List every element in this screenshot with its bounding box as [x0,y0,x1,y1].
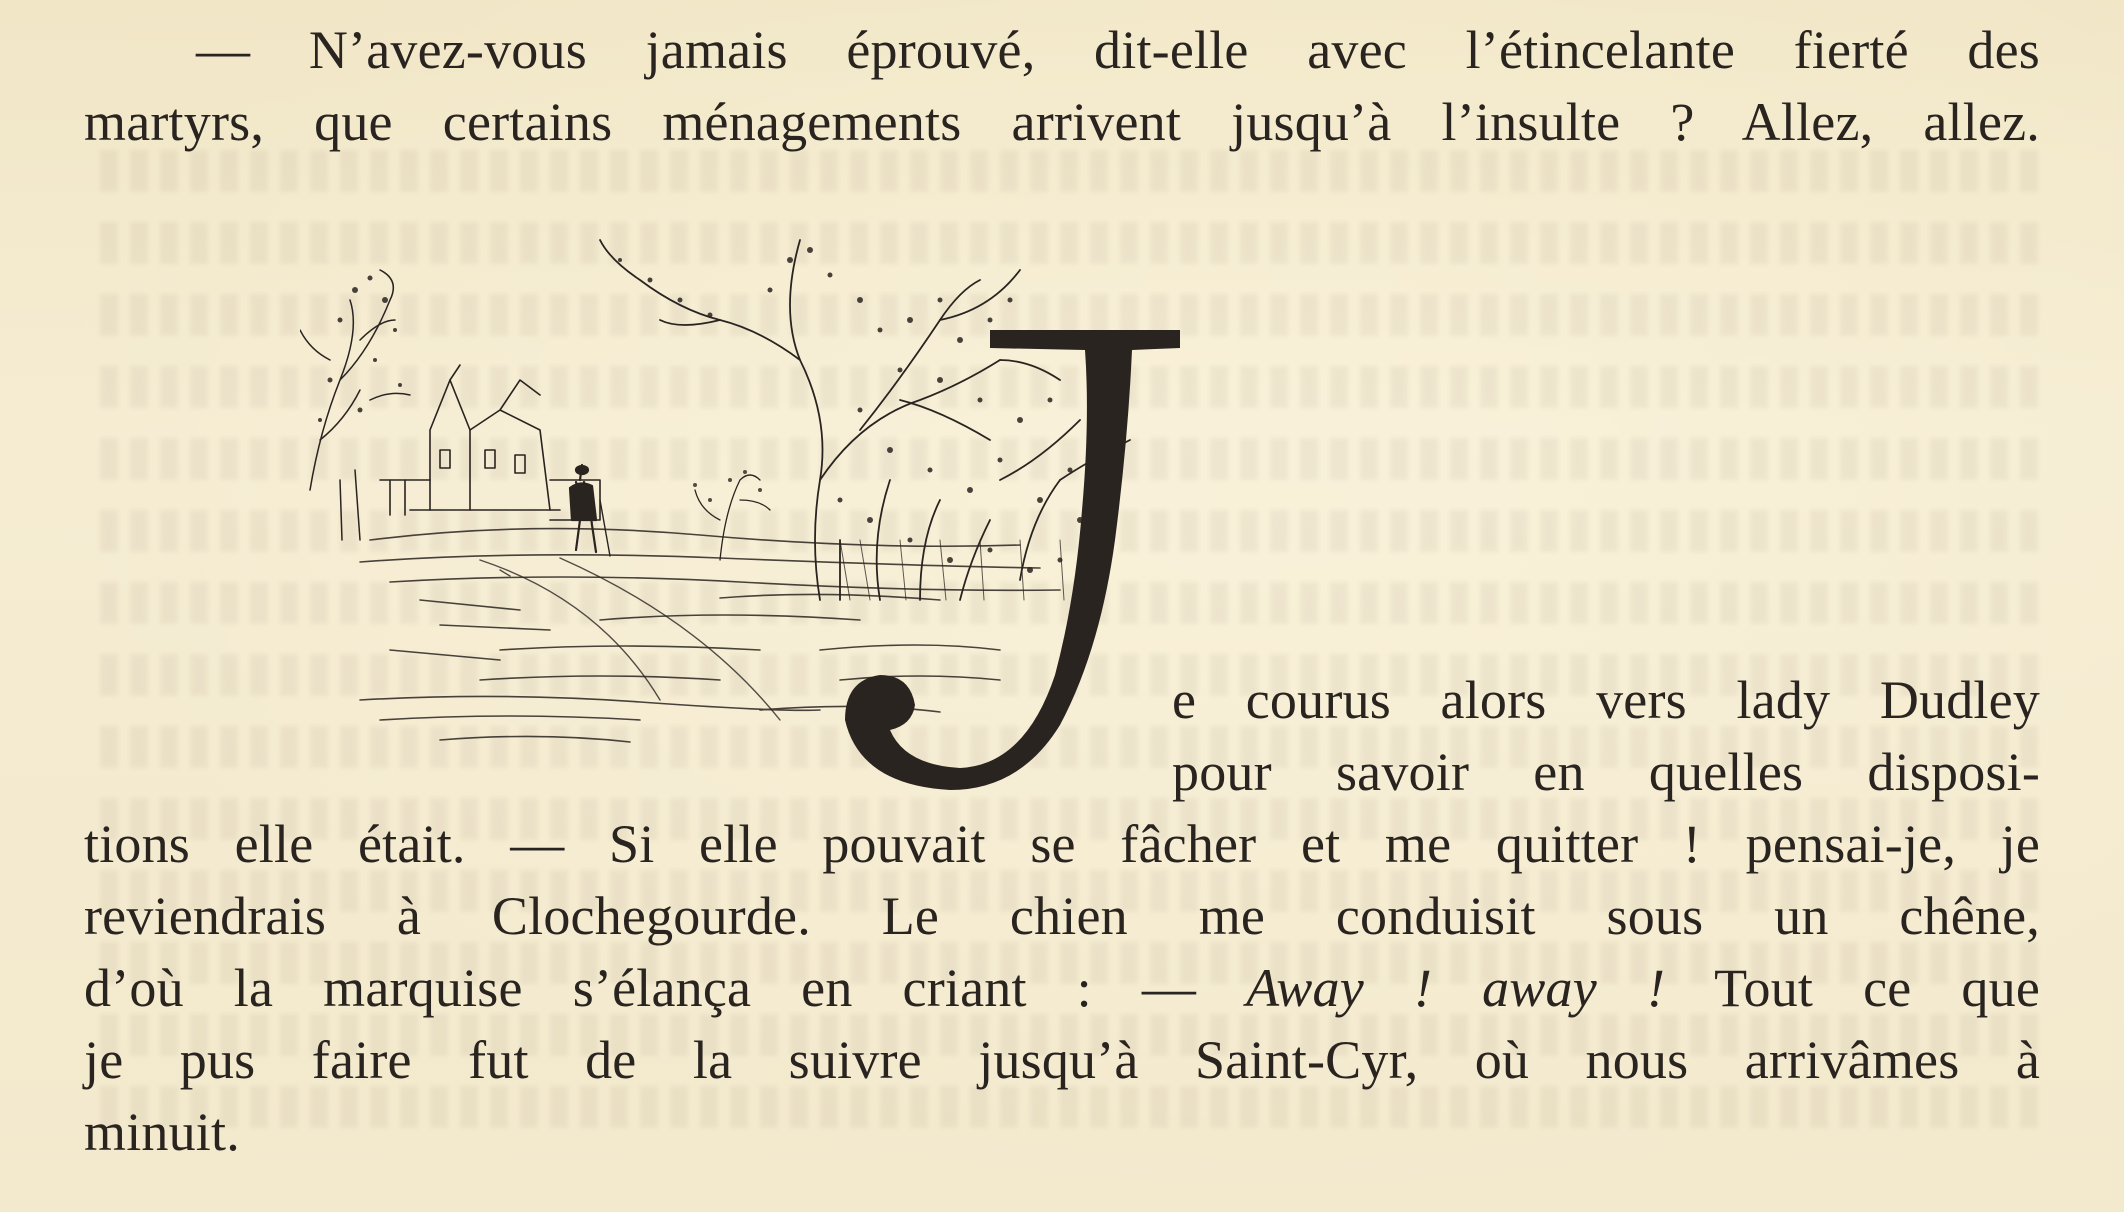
ground-ink-hatching [360,529,1060,742]
text-line: reviendrais à Clochegourde. Le chien me conduisit sous un chêne, [84,886,2040,946]
text-line: je pus faire fut de la suivre jusqu’à Saint-Cyr, où nous arrivâmes à [84,1030,2040,1090]
text-line: pour savoir en quelles disposi- [1172,742,2040,802]
text-line: tions elle était. — Si elle pouvait se fâcher et me quitter ! pensai-je, je [84,814,2040,874]
landscape-engraving-illustration [300,180,1200,800]
text-line: e courus alors vers lady Dudley [1172,670,2040,730]
drop-cap-j [845,330,1180,790]
right-foliage [618,247,1103,573]
text-line [84,952,2040,1024]
text-line: minuit. [84,1102,240,1162]
italic-exclamation: Away ! away ! [1246,958,1666,1018]
text-segment: Tout ce que [1714,958,2041,1018]
right-trees [600,240,1130,600]
text-segment: d’où la marquise s’élança en criant : — [84,958,1197,1018]
walker-figure [570,465,610,556]
chateau [380,365,600,520]
left-trees [300,270,410,540]
left-foliage [318,276,402,423]
small-tree [695,475,770,560]
text-line: — N’avez-vous jamais éprouvé, dit-elle avec l’étincelante fierté des [196,20,2040,80]
text-line: martyrs, que certains ménagements arrivent jusqu’à l’insulte ? Allez, allez. [84,92,2040,152]
